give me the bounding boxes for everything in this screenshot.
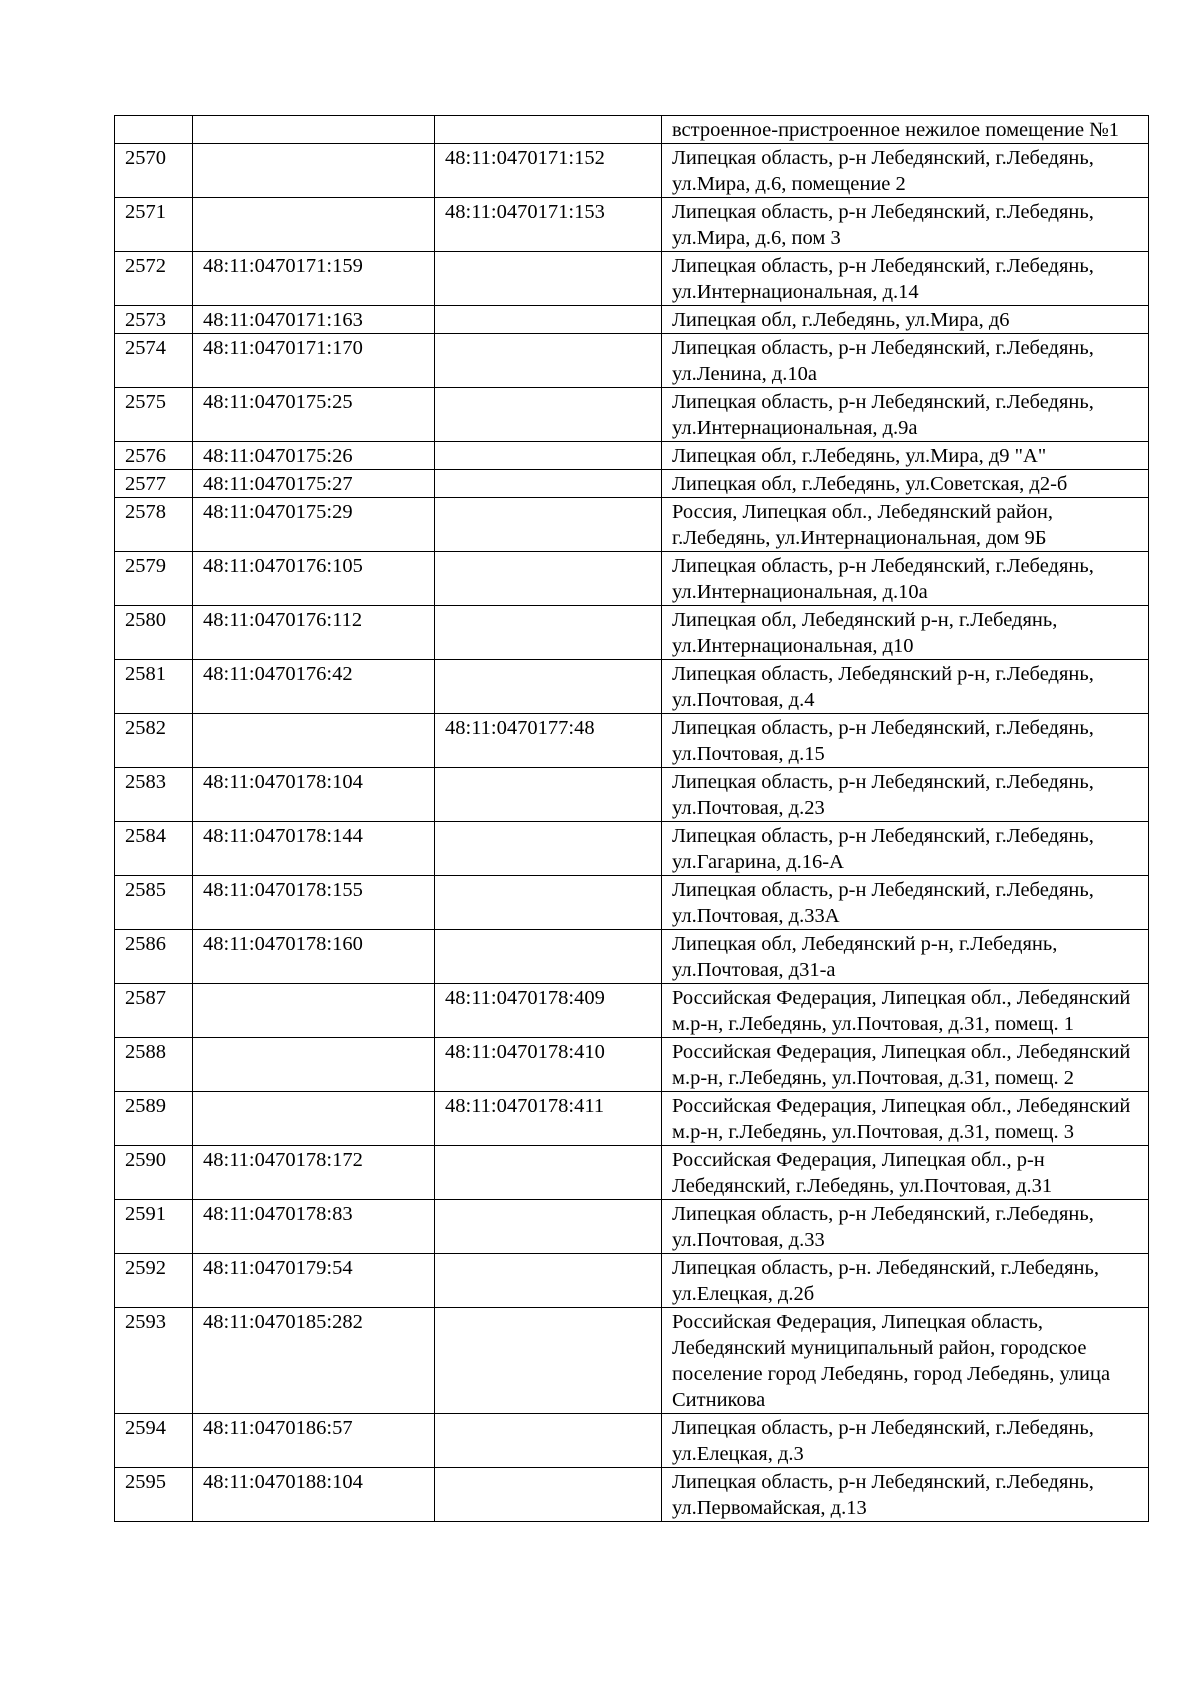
row-number-cell: 2590 (115, 1146, 193, 1200)
cadastral-number-cell: 48:11:0470178:155 (193, 876, 435, 930)
registry-table-body (115, 116, 1149, 1522)
address-cell: Липецкая область, р-н Лебедянский, г.Лебедянь, ул.Почтовая, д.33А (662, 876, 1149, 930)
row-number-cell: 2591 (115, 1200, 193, 1254)
address-cell: Российская Федерация, Липецкая обл., Лебедянский м.р-н, г.Лебедянь, ул.Почтовая, д.31, помещ. 1 (662, 984, 1149, 1038)
table-row (115, 552, 1149, 606)
row-number-cell: 2594 (115, 1414, 193, 1468)
address-cell: Липецкая область, р-н Лебедянский, г.Лебедянь, ул.Ленина, д.10а (662, 334, 1149, 388)
premises-cadastral-number-cell: 48:11:0470171:152 (435, 144, 662, 198)
premises-cadastral-number-cell (435, 606, 662, 660)
row-number-cell: 2580 (115, 606, 193, 660)
row-number-cell: 2572 (115, 252, 193, 306)
address-cell: Липецкая обл, Лебедянский р-н, г.Лебедянь, ул.Интернациональная, д10 (662, 606, 1149, 660)
premises-cadastral-number-cell: 48:11:0470171:153 (435, 198, 662, 252)
premises-cadastral-number-cell (435, 306, 662, 334)
cadastral-number-cell (193, 198, 435, 252)
table-row (115, 660, 1149, 714)
cadastral-number-cell (193, 116, 435, 144)
table-row (115, 606, 1149, 660)
cadastral-number-cell: 48:11:0470186:57 (193, 1414, 435, 1468)
row-number-cell: 2582 (115, 714, 193, 768)
address-cell: Липецкая область, р-н Лебедянский, г.Лебедянь, ул.Почтовая, д.33 (662, 1200, 1149, 1254)
premises-cadastral-number-cell (435, 334, 662, 388)
table-row (115, 1038, 1149, 1092)
cadastral-number-cell: 48:11:0470176:42 (193, 660, 435, 714)
address-cell: Липецкая область, р-н Лебедянский, г.Лебедянь, ул.Первомайская, д.13 (662, 1468, 1149, 1522)
address-cell: Липецкая область, р-н Лебедянский, г.Лебедянь, ул.Мира, д.6, помещение 2 (662, 144, 1149, 198)
row-number-cell: 2577 (115, 470, 193, 498)
premises-cadastral-number-cell: 48:11:0470178:409 (435, 984, 662, 1038)
table-row (115, 498, 1149, 552)
address-cell: Липецкая обл, Лебедянский р-н, г.Лебедянь, ул.Почтовая, д31-а (662, 930, 1149, 984)
cadastral-number-cell: 48:11:0470178:144 (193, 822, 435, 876)
table-row (115, 388, 1149, 442)
premises-cadastral-number-cell (435, 252, 662, 306)
row-number-cell: 2578 (115, 498, 193, 552)
cadastral-number-cell: 48:11:0470171:170 (193, 334, 435, 388)
table-row (115, 714, 1149, 768)
row-number-cell: 2593 (115, 1308, 193, 1414)
row-number-cell (115, 116, 193, 144)
address-cell: Липецкая область, р-н Лебедянский, г.Лебедянь, ул.Интернациональная, д.14 (662, 252, 1149, 306)
premises-cadastral-number-cell (435, 442, 662, 470)
row-number-cell: 2583 (115, 768, 193, 822)
cadastral-number-cell: 48:11:0470171:163 (193, 306, 435, 334)
address-cell: Россия, Липецкая обл., Лебедянский район, г.Лебедянь, ул.Интернациональная, дом 9Б (662, 498, 1149, 552)
cadastral-number-cell: 48:11:0470185:282 (193, 1308, 435, 1414)
premises-cadastral-number-cell (435, 876, 662, 930)
table-row (115, 1254, 1149, 1308)
row-number-cell: 2574 (115, 334, 193, 388)
table-row (115, 116, 1149, 144)
table-row (115, 1308, 1149, 1414)
cadastral-number-cell (193, 1038, 435, 1092)
premises-cadastral-number-cell (435, 470, 662, 498)
premises-cadastral-number-cell (435, 1468, 662, 1522)
row-number-cell: 2595 (115, 1468, 193, 1522)
table-row (115, 334, 1149, 388)
cadastral-number-cell: 48:11:0470175:25 (193, 388, 435, 442)
cadastral-number-cell: 48:11:0470178:172 (193, 1146, 435, 1200)
table-row (115, 442, 1149, 470)
address-cell: Липецкая обл, г.Лебедянь, ул.Мира, д9 "А" (662, 442, 1149, 470)
address-cell: Липецкая область, р-н Лебедянский, г.Лебедянь, ул.Почтовая, д.15 (662, 714, 1149, 768)
premises-cadastral-number-cell (435, 388, 662, 442)
row-number-cell: 2579 (115, 552, 193, 606)
cadastral-number-cell: 48:11:0470175:26 (193, 442, 435, 470)
cadastral-number-cell: 48:11:0470188:104 (193, 1468, 435, 1522)
cadastral-number-cell: 48:11:0470176:112 (193, 606, 435, 660)
row-number-cell: 2575 (115, 388, 193, 442)
table-row (115, 1414, 1149, 1468)
table-row (115, 1468, 1149, 1522)
cadastral-number-cell: 48:11:0470178:160 (193, 930, 435, 984)
cadastral-number-cell (193, 144, 435, 198)
address-cell: встроенное-пристроенное нежилое помещение №1 (662, 116, 1149, 144)
address-cell: Липецкая область, р-н. Лебедянский, г.Лебедянь, ул.Елецкая, д.2б (662, 1254, 1149, 1308)
table-row (115, 144, 1149, 198)
cadastral-number-cell: 48:11:0470178:104 (193, 768, 435, 822)
table-row (115, 470, 1149, 498)
row-number-cell: 2585 (115, 876, 193, 930)
premises-cadastral-number-cell (435, 1200, 662, 1254)
address-cell: Липецкая область, р-н Лебедянский, г.Лебедянь, ул.Интернациональная, д.10а (662, 552, 1149, 606)
table-row (115, 252, 1149, 306)
cadastral-number-cell: 48:11:0470178:83 (193, 1200, 435, 1254)
cadastral-number-cell: 48:11:0470175:27 (193, 470, 435, 498)
premises-cadastral-number-cell: 48:11:0470177:48 (435, 714, 662, 768)
premises-cadastral-number-cell (435, 660, 662, 714)
row-number-cell: 2588 (115, 1038, 193, 1092)
address-cell: Российская Федерация, Липецкая обл., Лебедянский м.р-н, г.Лебедянь, ул.Почтовая, д.31, помещ. 2 (662, 1038, 1149, 1092)
table-row (115, 198, 1149, 252)
premises-cadastral-number-cell (435, 552, 662, 606)
row-number-cell: 2570 (115, 144, 193, 198)
table-row (115, 930, 1149, 984)
row-number-cell: 2584 (115, 822, 193, 876)
cadastral-number-cell (193, 1092, 435, 1146)
row-number-cell: 2589 (115, 1092, 193, 1146)
cadastral-number-cell (193, 714, 435, 768)
premises-cadastral-number-cell (435, 1414, 662, 1468)
premises-cadastral-number-cell: 48:11:0470178:410 (435, 1038, 662, 1092)
row-number-cell: 2587 (115, 984, 193, 1038)
property-registry-table (114, 115, 1149, 1522)
row-number-cell: 2573 (115, 306, 193, 334)
table-row (115, 876, 1149, 930)
row-number-cell: 2576 (115, 442, 193, 470)
address-cell: Липецкая область, р-н Лебедянский, г.Лебедянь, ул.Почтовая, д.23 (662, 768, 1149, 822)
table-row (115, 822, 1149, 876)
row-number-cell: 2592 (115, 1254, 193, 1308)
cadastral-number-cell: 48:11:0470171:159 (193, 252, 435, 306)
premises-cadastral-number-cell (435, 768, 662, 822)
address-cell: Российская Федерация, Липецкая обл., Лебедянский м.р-н, г.Лебедянь, ул.Почтовая, д.31, помещ. 3 (662, 1092, 1149, 1146)
premises-cadastral-number-cell (435, 930, 662, 984)
table-row (115, 768, 1149, 822)
table-row (115, 306, 1149, 334)
address-cell: Липецкая область, р-н Лебедянский, г.Лебедянь, ул.Мира, д.6, пом 3 (662, 198, 1149, 252)
premises-cadastral-number-cell (435, 1308, 662, 1414)
row-number-cell: 2571 (115, 198, 193, 252)
address-cell: Липецкая обл, г.Лебедянь, ул.Советская, д2-б (662, 470, 1149, 498)
premises-cadastral-number-cell: 48:11:0470178:411 (435, 1092, 662, 1146)
cadastral-number-cell: 48:11:0470176:105 (193, 552, 435, 606)
table-row (115, 1200, 1149, 1254)
address-cell: Липецкая область, р-н Лебедянский, г.Лебедянь, ул.Интернациональная, д.9а (662, 388, 1149, 442)
address-cell: Липецкая область, р-н Лебедянский, г.Лебедянь, ул.Елецкая, д.3 (662, 1414, 1149, 1468)
address-cell: Липецкая область, р-н Лебедянский, г.Лебедянь, ул.Гагарина, д.16-А (662, 822, 1149, 876)
cadastral-number-cell: 48:11:0470175:29 (193, 498, 435, 552)
table-row (115, 1092, 1149, 1146)
address-cell: Липецкая область, Лебедянский р-н, г.Лебедянь, ул.Почтовая, д.4 (662, 660, 1149, 714)
premises-cadastral-number-cell (435, 1254, 662, 1308)
address-cell: Липецкая обл, г.Лебедянь, ул.Мира, д6 (662, 306, 1149, 334)
premises-cadastral-number-cell (435, 822, 662, 876)
address-cell: Российская Федерация, Липецкая обл., р-н Лебедянский, г.Лебедянь, ул.Почтовая, д.31 (662, 1146, 1149, 1200)
cadastral-number-cell (193, 984, 435, 1038)
table-row (115, 984, 1149, 1038)
row-number-cell: 2586 (115, 930, 193, 984)
premises-cadastral-number-cell (435, 1146, 662, 1200)
address-cell: Российская Федерация, Липецкая область, Лебедянский муниципальный район, городское поселение город Лебедянь, город Лебедянь, улица Ситникова (662, 1308, 1149, 1414)
premises-cadastral-number-cell (435, 116, 662, 144)
table-row (115, 1146, 1149, 1200)
premises-cadastral-number-cell (435, 498, 662, 552)
row-number-cell: 2581 (115, 660, 193, 714)
cadastral-number-cell: 48:11:0470179:54 (193, 1254, 435, 1308)
